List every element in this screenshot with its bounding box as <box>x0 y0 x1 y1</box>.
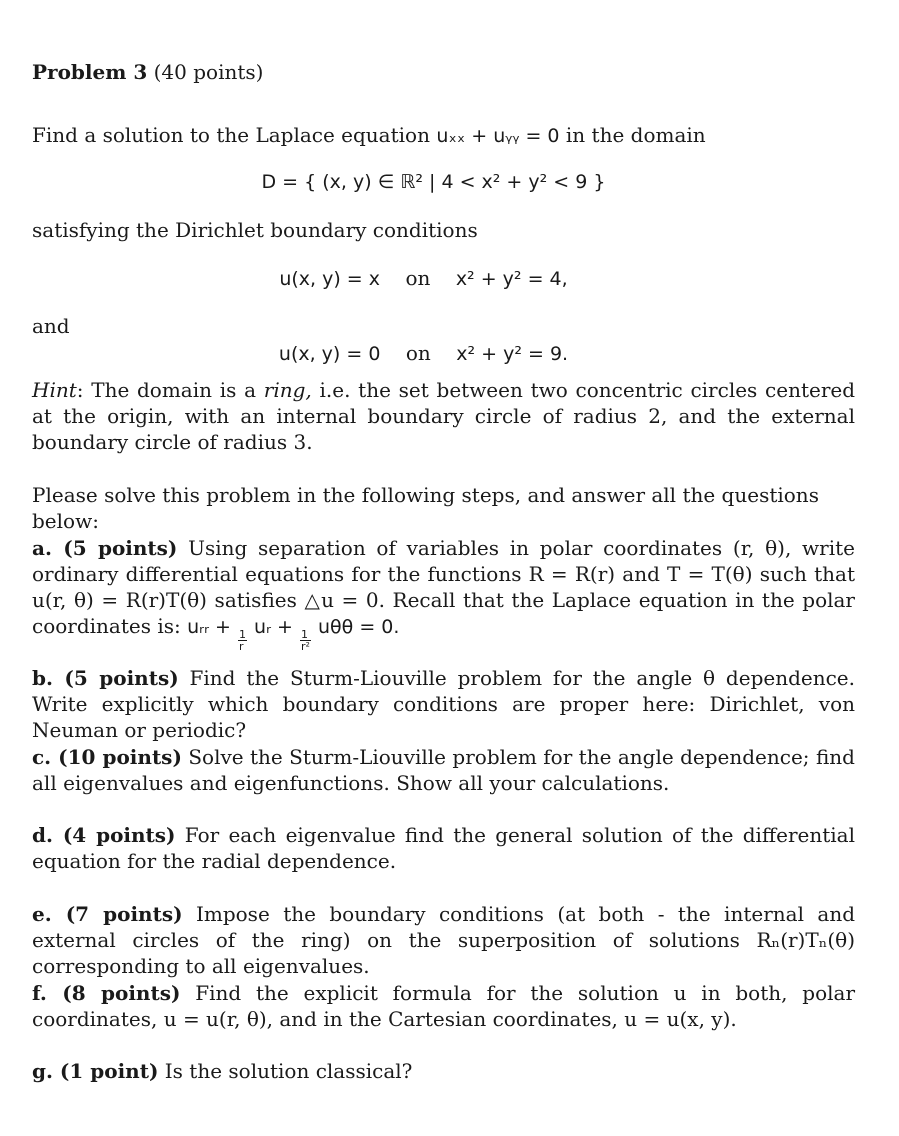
part-d-label: d. (4 points) <box>32 823 176 847</box>
hint-label: Hint <box>32 378 77 402</box>
part-d <box>32 822 855 874</box>
part-e-label: e. (7 points) <box>32 902 183 926</box>
and-word: and <box>32 314 70 338</box>
polar-eq-end: uθθ = 0. <box>318 616 400 638</box>
hint-paragraph <box>32 377 855 455</box>
laplace-equation: uₓₓ + uᵧᵧ = 0 <box>436 125 560 147</box>
intro-paragraph <box>32 122 855 149</box>
boundary-condition-1 <box>12 265 835 292</box>
intro-text-after: in the domain <box>565 123 706 147</box>
bc1-lhs: u(x, y) = x <box>279 268 381 290</box>
bc1-rhs: x² + y² = 4, <box>455 268 568 290</box>
fraction-one-over-r-squared: $\frac{1}{\text{r²}}$ <box>301 627 310 653</box>
polar-eq-start: uᵣᵣ + <box>187 616 231 638</box>
part-g-label: g. (1 point) <box>32 1059 159 1083</box>
boundary-intro: satisfying the Dirichlet boundary conditions <box>32 218 478 242</box>
part-e <box>32 901 855 979</box>
part-a <box>32 535 855 652</box>
boundary-condition-2 <box>12 340 835 367</box>
bc1-on: on <box>405 266 431 290</box>
part-g <box>32 1058 855 1084</box>
part-b <box>32 665 855 743</box>
hint-ring-word: ring, <box>263 378 312 402</box>
bc2-lhs: u(x, y) = 0 <box>278 343 381 365</box>
part-d-text: For each eigenvalue find the general solution of the differential equation for the radial dependence. <box>32 823 855 873</box>
hint-text-a: : The domain is a <box>76 378 257 402</box>
problem-title-points: (40 points) <box>153 60 264 84</box>
part-a-label: a. (5 points) <box>32 536 178 560</box>
part-f <box>32 980 855 1032</box>
part-c-label: c. (10 points) <box>32 745 182 769</box>
part-f-label: f. (8 points) <box>32 981 181 1005</box>
part-c <box>32 744 855 796</box>
part-f-text: Find the explicit formula for the solution u in both, polar coordinates, u = u(r, θ), and in the Cartesian coordinates, u = u(x, y). <box>32 981 855 1031</box>
instructions: Please solve this problem in the following steps, and answer all the questions below: <box>32 483 819 533</box>
part-b-text: Find the Sturm-Liouville problem for the angle θ dependence. Write explicitly which boundary conditions are proper here: Dirichlet, von Neuman or periodic? <box>32 666 855 742</box>
part-a-polar-laplace <box>187 616 400 653</box>
part-e-text: Impose the boundary conditions (at both - the internal and external circles of the ring) on the superposition of solutions Rₙ(r)Tₙ(θ) corresponding to all eigenvalues. <box>32 902 855 978</box>
fraction-one-over-r: $\frac{1}{r}$ <box>239 627 246 653</box>
bc2-rhs: x² + y² = 9. <box>456 343 569 365</box>
part-a-text: Using separation of variables in polar coordinates (r, θ), write ordinary differential equations for the functions R = R(r) and T = T(θ) such that u(r, θ) = R(r)T(θ) satisfies △u = 0. Recall that the Laplace equation in the polar coordinates is: <box>32 536 856 638</box>
domain-definition: D = { (x, y) ∈ ℝ² | 4 < x² + y² < 9 } <box>261 171 606 193</box>
problem-heading <box>32 59 855 85</box>
polar-eq-mid: uᵣ + <box>254 616 293 638</box>
part-c-text: Solve the Sturm-Liouville problem for the angle dependence; find all eigenvalues and eigenfunctions. Show all your calculations. <box>32 745 855 795</box>
hint-text-b: i.e. the set between two concentric circles centered at the origin, with an internal boundary circle of radius 2, and the external boundary circle of radius 3. <box>32 378 856 454</box>
problem-title-label: Problem 3 <box>32 60 148 84</box>
intro-text-before: Find a solution to the Laplace equation <box>32 123 430 147</box>
bc2-on: on <box>405 341 431 365</box>
part-g-text: Is the solution classical? <box>164 1059 413 1083</box>
part-b-label: b. (5 points) <box>32 666 179 690</box>
